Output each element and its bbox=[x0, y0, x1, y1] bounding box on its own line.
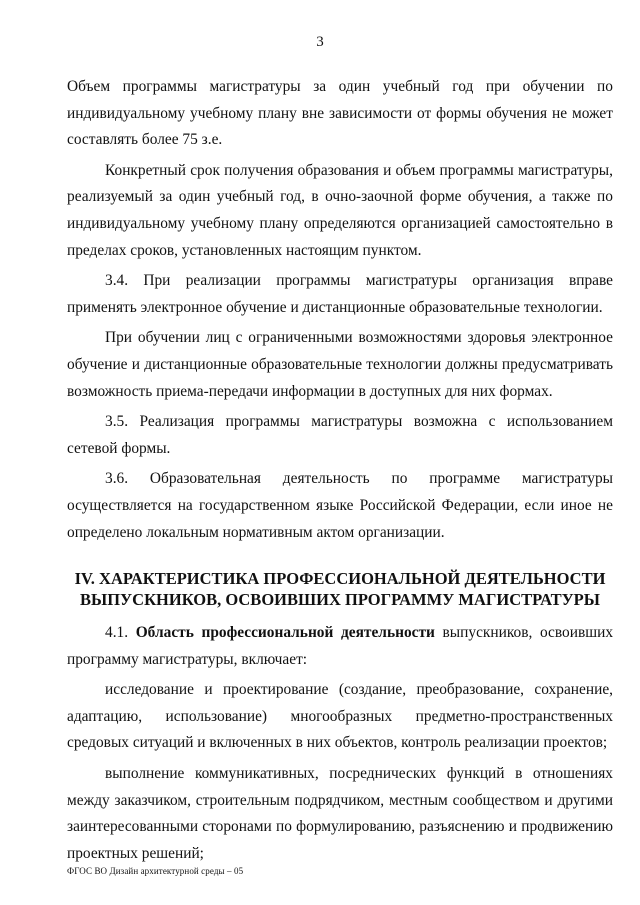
paragraph-communication: выполнение коммуникативных, посреднических функций в отношениях между заказчиком, строительным подрядчиком, местным сообществом и другими заинтересованными сторонами по формулированию, разъяснению и продвижению проектных решений; bbox=[67, 765, 613, 862]
paragraph-3-4: 3.4. При реализации программы магистратуры организация вправе применять электронное обучение и дистанционные образовательные технологии. bbox=[67, 272, 613, 316]
paragraph-study-term: Конкретный срок получения образования и объем программы магистратуры, реализуемый за один учебный год, в очно-заочной форме обучения, а также по индивидуальному учебному плану определяются организацией самостоятельно в пределах сроков, установленных настоящим пунктом. bbox=[67, 161, 613, 259]
section-heading bbox=[67, 568, 613, 610]
paragraph-4-1-text: выпускников, освоивших программу магистратуры, включает: bbox=[67, 624, 614, 668]
paragraph-4-1-number: 4.1. bbox=[105, 624, 136, 642]
paragraph-volume-limit: Объем программы магистратуры за один учебный год при обучении по индивидуальному учебному плану вне зависимости от формы обучения не может составлять более 75 з.е. bbox=[67, 78, 613, 149]
page-footer: ФГОС ВО Дизайн архитектурной среды – 05 bbox=[67, 866, 244, 876]
paragraph-disabilities: При обучении лиц с ограниченными возможностями здоровья электронное обучение и дистанционные образовательные технологии должны предусматривать возможность приема-передачи информации в доступных для них формах. bbox=[67, 329, 613, 400]
paragraph-4-1-term: Область профессиональной деятельности bbox=[135, 624, 435, 642]
document-body bbox=[67, 74, 613, 871]
page-number: 3 bbox=[316, 34, 324, 50]
paragraph-4-1 bbox=[67, 620, 613, 673]
section-heading-line-2: ВЫПУСКНИКОВ, ОСВОИВШИХ ПРОГРАММУ МАГИСТРАТУРЫ bbox=[80, 590, 600, 610]
paragraph-3-5: 3.5. Реализация программы магистратуры возможна с использованием сетевой формы. bbox=[67, 413, 613, 457]
paragraph-3-6: 3.6. Образовательная деятельность по программе магистратуры осуществляется на государственном языке Российской Федерации, если иное не определено локальным нормативным актом организации. bbox=[67, 470, 613, 541]
section-heading-line-1: IV. ХАРАКТЕРИСТИКА ПРОФЕССИОНАЛЬНОЙ ДЕЯТЕЛЬНОСТИ bbox=[74, 569, 606, 589]
paragraph-research-design: исследование и проектирование (создание, преобразование, сохранение, адаптацию, использование) многообразных предметно-пространственных средовых ситуаций и включенных в них объектов, контроль реализации проектов; bbox=[67, 681, 613, 752]
